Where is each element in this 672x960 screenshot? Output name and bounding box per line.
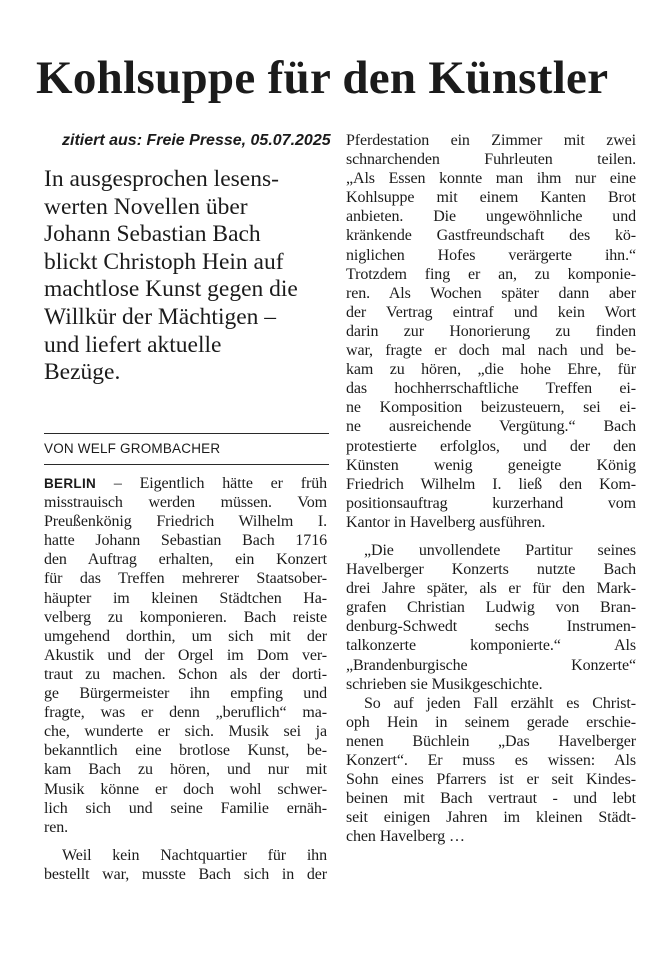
body-line: denburg-Schwedt sechs Instrumen- bbox=[346, 618, 636, 636]
body-line: „Als Essen konnte man ihm nur eine bbox=[346, 170, 636, 188]
body-line bbox=[44, 474, 327, 493]
body-line: traut zu machen. Schon als der dorti- bbox=[44, 665, 327, 683]
body-line: bestellt war, musste Bach sich in der bbox=[44, 865, 327, 883]
body-line: ren. Als Wochen später dann aber bbox=[346, 284, 636, 302]
body-line: Akustik und der Orgel im Dom ver- bbox=[44, 646, 327, 664]
body-line: nenen Büchlein „Das Havelberger bbox=[346, 732, 636, 750]
body-line: kränkende Gastfreundschaft des kö- bbox=[346, 227, 636, 245]
body-line: Musik könne er doch wohl schwer- bbox=[44, 780, 327, 798]
column-2 bbox=[346, 131, 636, 846]
body-text: Weil kein Nachtquartier für ihn bbox=[62, 846, 327, 864]
body-line: che, wunderte er sich. Musik sei ja bbox=[44, 723, 327, 741]
body-line: hatte Johann Sebastian Bach 1716 bbox=[44, 532, 327, 550]
body-line: der Vertrag eintraf und kein Wort bbox=[346, 303, 636, 321]
lead-line: Willkür der Mächtigen – bbox=[44, 303, 277, 330]
body-line: kam Bach zu hören, und nur mit bbox=[44, 761, 327, 779]
body-line: velberg zu komponieren. Bach reiste bbox=[44, 608, 327, 626]
body-line: Havelberger Konzerts nutzte Bach bbox=[346, 561, 636, 579]
lead-line: machtlose Kunst gegen die bbox=[44, 276, 298, 303]
body-line: fragte, was er denn „beruflich“ ma- bbox=[44, 704, 327, 722]
body-line bbox=[44, 846, 327, 865]
body-line: „Brandenburgische Konzerte“ bbox=[346, 656, 636, 674]
body-text: So auf jeden Fall erzählt es Christ- bbox=[364, 694, 636, 712]
body-line: Friedrich Wilhelm I. ließ den Kom- bbox=[346, 475, 636, 493]
lead-line: und liefert aktuelle bbox=[44, 331, 222, 358]
body-line: schrieben sie Musikgeschichte. bbox=[346, 675, 543, 693]
body-line: drei Jahre später, als er für den Mark- bbox=[346, 580, 636, 598]
body-line: positionsauftrag kurzerhand vom bbox=[346, 494, 636, 512]
body-line: seit einigen Jahren im kleinen Städt- bbox=[346, 809, 636, 827]
body-line bbox=[346, 541, 636, 560]
body-line: häupter im kleinen Städtchen Ha- bbox=[44, 589, 327, 607]
body-line bbox=[346, 694, 636, 713]
body-line: ne ausreichende Vergütung.“ Bach bbox=[346, 418, 636, 436]
lead-line: Bezüge. bbox=[44, 359, 121, 386]
body-line: talkonzerte komponierte.“ Als bbox=[346, 637, 636, 655]
body-line: anbieten. Die ungewöhnliche und bbox=[346, 208, 636, 226]
body-line: ren. bbox=[44, 818, 69, 836]
body-line: Konzert“. Er muss es wissen: Als bbox=[346, 752, 636, 769]
body-line: Kantor in Havelberg ausführen. bbox=[346, 513, 546, 531]
body-line: umgehend dorthin, um sich mit der bbox=[44, 627, 327, 645]
body-line: chen Havelberg … bbox=[346, 828, 465, 846]
body-line: den Auftrag erhalten, ein Konzert bbox=[44, 551, 327, 569]
body-line: Pferdestation ein Zimmer mit zwei bbox=[346, 132, 636, 149]
body-line: beinen mit Bach vertraut - und lebt bbox=[346, 790, 636, 808]
body-line: Preußenkönig Friedrich Wilhelm I. bbox=[44, 513, 327, 531]
dateline: BERLIN bbox=[44, 476, 97, 491]
body-line: oph Hein in seinem gerade erschie- bbox=[346, 713, 636, 731]
body-line: grafen Christian Ludwig von Bran- bbox=[346, 599, 636, 617]
lead-line: werten Novellen über bbox=[44, 193, 248, 220]
body-line: ne Komposition beizusteuern, sei ei- bbox=[346, 399, 636, 417]
lead-line: Johann Sebastian Bach bbox=[44, 221, 261, 248]
lead-line: blickt Christoph Hein auf bbox=[44, 248, 284, 275]
body-line: niglichen Hofes verärgerte ihn.“ bbox=[346, 246, 636, 264]
body-line: war, fragte er doch mal nach und be- bbox=[346, 342, 636, 360]
byline-text: VON WELF GROMBACHER bbox=[44, 441, 221, 456]
lead-paragraph bbox=[44, 166, 334, 387]
body-text: – Eigentlich hätte er früh bbox=[96, 475, 327, 492]
column-1 bbox=[44, 474, 327, 884]
body-line: lich sich und seine Familie ernäh- bbox=[44, 799, 327, 817]
headline: Kohlsuppe für den Künstler bbox=[36, 52, 609, 104]
body-line: ge Bürgermeister ihn empfing und bbox=[44, 685, 327, 703]
lead-line: In ausgesprochen lesens- bbox=[44, 166, 279, 192]
body-line: protestierte erfolglos, und der den bbox=[346, 437, 636, 455]
source-citation: zitiert aus: Freie Presse, 05.07.2025 bbox=[62, 132, 331, 149]
body-line: das hochherrschaftliche Treffen ei- bbox=[346, 380, 636, 398]
body-line: misstrauisch werden müssen. Vom bbox=[44, 494, 327, 512]
body-line: kam zu hören, „die hohe Ehre, für bbox=[346, 361, 636, 379]
body-text: „Die unvollendete Partitur seines bbox=[364, 541, 636, 559]
body-line: bekanntlich eine brotlose Kunst, be- bbox=[44, 742, 327, 760]
body-line: für das Treffen mehrerer Staatsober- bbox=[44, 570, 327, 588]
body-line: darin zur Honorierung zu finden bbox=[346, 322, 636, 340]
body-line: Kohlsuppe mit einem Kanten Brot bbox=[346, 189, 636, 207]
body-line: Künsten wenig geneigte König bbox=[346, 456, 636, 474]
body-line: Sohn eines Pfarrers ist er seit Kindes- bbox=[346, 771, 636, 789]
body-line: schnarchenden Fuhrleuten teilen. bbox=[346, 151, 636, 169]
body-line: Trotzdem fing er an, zu komponie- bbox=[346, 265, 636, 283]
byline bbox=[44, 433, 329, 465]
